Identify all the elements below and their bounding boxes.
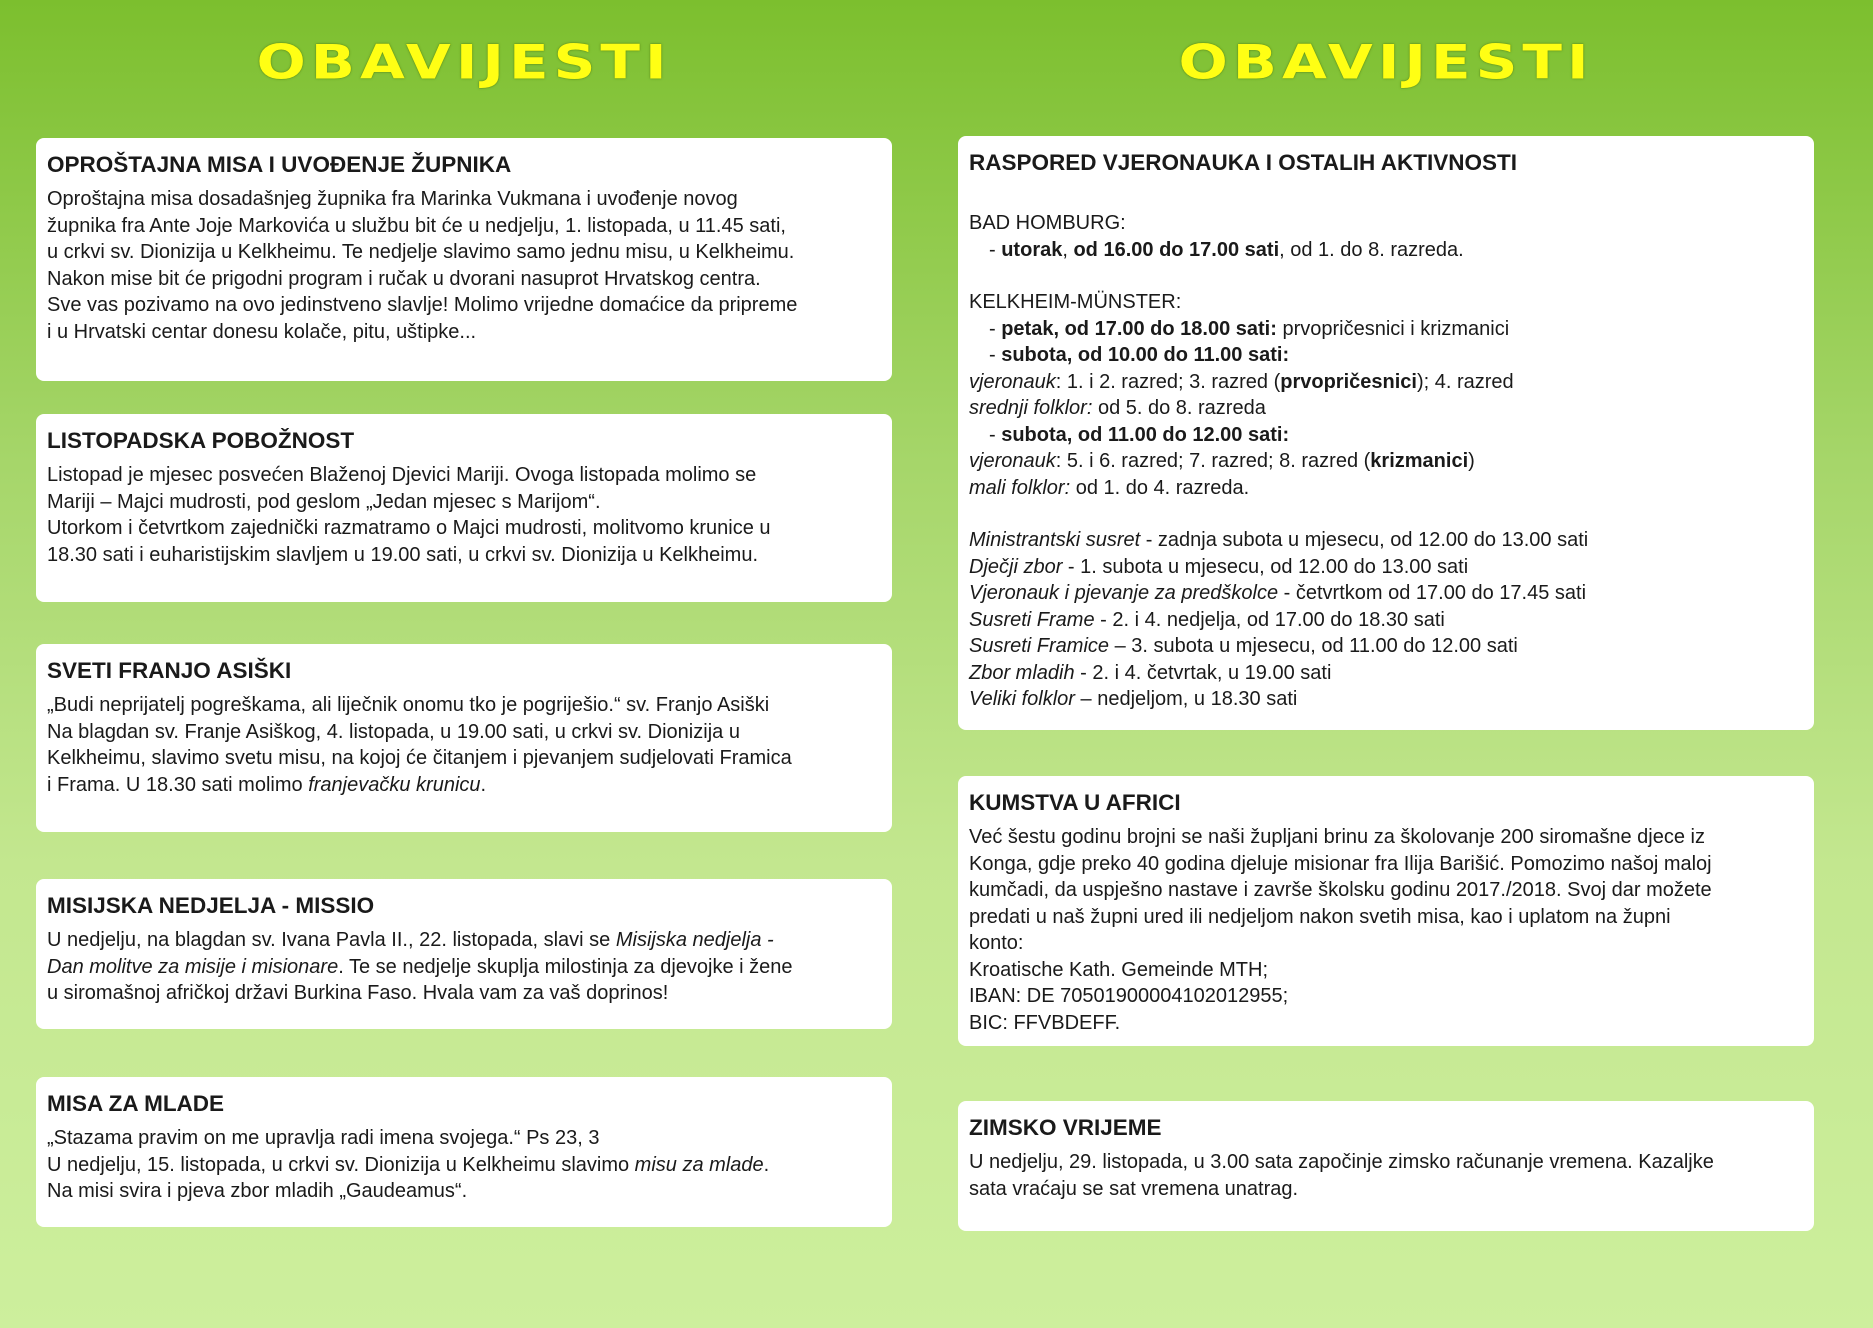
activity-line: Susreti Framice – 3. subota u mjesecu, od 11.00 do 12.00 sati	[969, 635, 1518, 657]
notice-line: u crkvi sv. Dionizija u Kelkheimu. Te nedjelje slavimo samo jednu misu, u Kelkheimu.	[47, 241, 795, 263]
page-title-left: OBAVIJESTI	[256, 34, 672, 90]
notice-line: konto:	[969, 932, 1024, 954]
notice-line: „Stazama pravim on me upravlja radi imena svojega.“ Ps 23, 3	[47, 1127, 600, 1149]
notice-line: 18.30 sati i euharistijskim slavljem u 19.00 sati, u crkvi sv. Dionizija u Kelkheimu.	[47, 543, 759, 566]
schedule-line: - utorak, od 16.00 do 17.00 sati, od 1. do 8. razreda.	[989, 238, 1464, 261]
notice-sponsorship-africa	[958, 776, 1814, 1046]
notice-line: Kelkheimu, slavimo svetu misu, na kojoj će čitanjem i pjevanjem sudjelovati Framica	[47, 747, 792, 769]
notice-line: i u Hrvatski centar donesu kolače, pitu, uštipke...	[47, 320, 477, 343]
notice-line: Sve vas pozivamo na ovo jedinstveno slavlje! Molimo vrijedne domaćice da pripreme	[47, 294, 798, 316]
notice-st-francis	[36, 644, 892, 832]
schedule-line: vjeronauk: 5. i 6. razred; 7. razred; 8. razred (krizmanici)	[969, 450, 1475, 472]
activity-line: Zbor mladih - 2. i 4. četvrtak, u 19.00 sati	[969, 661, 1332, 684]
notice-line: Već šestu godinu brojni se naši župljani brinu za školovanje 200 siromašne djece iz	[969, 826, 1705, 848]
activity-line: Vjeronauk i pjevanje za predškolce - četvrtkom od 17.00 do 17.45 sati	[969, 582, 1587, 604]
schedule-line: vjeronauk: 1. i 2. razred; 3. razred (prvopričesnici); 4. razred	[969, 370, 1514, 393]
location-heading: KELKHEIM-MÜNSTER:	[969, 291, 1182, 313]
notice-line: Listopad je mjesec posvećen Blaženoj Djevici Mariji. Ovoga listopada molimo se	[47, 464, 757, 486]
iban-line: IBAN: DE 70501900004102012955;	[969, 985, 1289, 1007]
activity-line: Veliki folklor – nedjeljom, u 18.30 sati	[969, 688, 1298, 710]
activity-line: Ministrantski susret - zadnja subota u mjesecu, od 12.00 do 13.00 sati	[969, 529, 1589, 551]
notice-youth-mass	[36, 1077, 892, 1227]
notice-farewell-mass	[36, 138, 892, 381]
notice-heading: MISA ZA MLADE	[47, 1091, 225, 1116]
notice-line: u siromašnoj afričkoj državi Burkina Faso. Hvala vam za vaš doprinos!	[47, 982, 669, 1004]
notice-line: Konga, gdje preko 40 godina djeluje misionar fra Ilija Barišić. Pomozimo našoj maloj	[969, 852, 1712, 875]
notice-heading: SVETI FRANJO ASIŠKI	[47, 658, 292, 683]
notice-heading: KUMSTVA U AFRICI	[969, 790, 1181, 815]
notice-line: Nakon mise bit će prigodni program i ručak u dvorani nasuprot Hrvatskog centra.	[47, 267, 761, 290]
activity-line: Dječji zbor - 1. subota u mjesecu, od 12.00 do 13.00 sati	[969, 555, 1469, 578]
page-title-right: OBAVIJESTI	[1178, 34, 1594, 90]
notice-line: Kroatische Kath. Gemeinde MTH;	[969, 958, 1269, 981]
notice-line: Na misi svira i pjeva zbor mladih „Gaudeamus“.	[47, 1180, 468, 1202]
notice-line: U nedjelju, 15. listopada, u crkvi sv. Dionizija u Kelkheimu slavimo misu za mlade.	[47, 1153, 770, 1176]
notice-line: Na blagdan sv. Franje Asiškog, 4. listopada, u 19.00 sati, u crkvi sv. Dionizija u	[47, 720, 740, 743]
notice-line: Oproštajna misa dosadašnjeg župnika fra Marinka Vukmana i uvođenje novog	[47, 188, 738, 210]
location-heading: BAD HOMBURG:	[969, 212, 1126, 234]
notice-line: sata vraćaju se sat vremena unatrag.	[969, 1177, 1299, 1200]
schedule-line: srednji folklor: od 5. do 8. razreda	[969, 397, 1266, 419]
notice-line: Utorkom i četvrtkom zajednički razmatramo o Majci mudrosti, molitvomo krunice u	[47, 517, 771, 539]
notice-line: Mariji – Majci mudrosti, pod geslom „Jedan mjesec s Marijom“.	[47, 490, 601, 513]
notice-heading: LISTOPADSKA POBOŽNOST	[47, 428, 355, 453]
notice-mission-sunday	[36, 879, 892, 1029]
notice-line: Dan molitve za misije i misionare. Te se nedjelje skuplja milostinja za djevojke i žene	[47, 955, 793, 978]
notice-catechism-schedule	[958, 136, 1814, 730]
notice-line: U nedjelju, na blagdan sv. Ivana Pavla II., 22. listopada, slavi se Misijska nedjelja -	[47, 929, 774, 951]
notice-october-devotion	[36, 414, 892, 602]
notice-heading: RASPORED VJERONAUKA I OSTALIH AKTIVNOSTI	[969, 150, 1517, 175]
notice-line: župnika fra Ante Joje Markovića u službu bit će u nedjelju, 1. listopada, u 11.45 sati,	[47, 214, 786, 237]
notice-line: i Frama. U 18.30 sati molimo franjevačku krunicu.	[47, 773, 487, 796]
schedule-line: mali folklor: od 1. do 4. razreda.	[969, 476, 1250, 499]
notice-winter-time	[958, 1101, 1814, 1231]
bic-line: BIC: FFVBDEFF.	[969, 1011, 1121, 1034]
notice-line: „Budi neprijatelj pogreškama, ali liječnik onomu tko je pogriješio.“ sv. Franjo Asiški	[47, 694, 770, 716]
schedule-line: - subota, od 11.00 do 12.00 sati:	[989, 423, 1290, 446]
notice-heading: OPROŠTAJNA MISA I UVOĐENJE ŽUPNIKA	[47, 152, 512, 177]
notice-line: kumčadi, da uspješno nastave i završe školsku godinu 2017./2018. Svoj dar možete	[969, 879, 1712, 901]
activity-line: Susreti Frame - 2. i 4. nedjelja, od 17.00 do 18.30 sati	[969, 608, 1445, 631]
notice-heading: MISIJSKA NEDJELJA - MISSIO	[47, 893, 375, 918]
schedule-line: - subota, od 10.00 do 11.00 sati:	[989, 344, 1290, 366]
notice-line: predati u naš župni ured ili nedjeljom nakon svetih misa, kao i uplatom na župni	[969, 905, 1671, 928]
notice-line: U nedjelju, 29. listopada, u 3.00 sata započinje zimsko računanje vremena. Kazaljke	[969, 1151, 1714, 1173]
notice-heading: ZIMSKO VRIJEME	[969, 1115, 1162, 1140]
schedule-line: - petak, od 17.00 do 18.00 sati: prvopričesnici i krizmanici	[989, 317, 1510, 340]
